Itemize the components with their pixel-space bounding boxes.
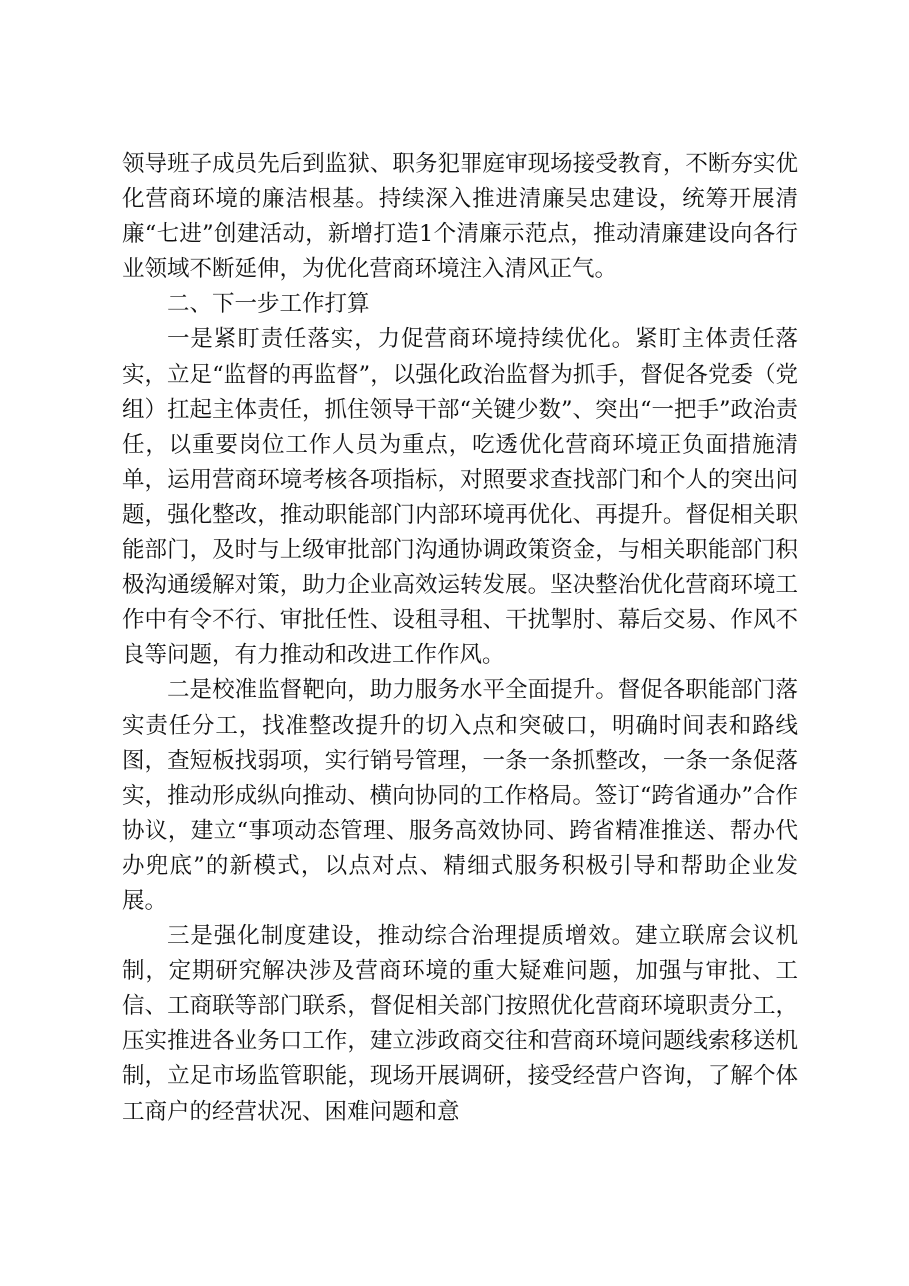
paragraph-supervision: 二是校准监督靶向，助力服务水平全面提升。督促各职能部门落实责任分工，找准整改提升的切入点和突破口，明确时间表和路线图，查短板找弱项，实行销号管理，一条一条抓整改，一条一条促落实，推动形成纵向推动、横向协同的工作格局。签订“跨省通办”合作协议，建立“事项动态管理、服务高效协同、跨省精准推送、帮办代办兜底”的新模式，以点对点、精细式服务积极引导和帮助企业发展。 <box>122 677 798 914</box>
document-body <box>122 147 798 1130</box>
paragraph-system-building: 三是强化制度建设，推动综合治理提质增效。建立联席会议机制，定期研究解决涉及营商环境的重大疑难问题，加强与审批、工信、工商联等部门联系，督促相关部门按照优化营商环境职责分工，压实推进各业务口工作，建立涉政商交往和营商环境问题线索移送机制，立足市场监管职能，现场开展调研，接受经营户咨询，了解个体工商户的经营状况、困难问题和意 <box>122 923 798 1125</box>
paragraph-continuation: 领导班子成员先后到监狱、职务犯罪庭审现场接受教育，不断夯实优化营商环境的廉洁根基。持续深入推进清廉吴忠建设，统筹开展清廉“七进”创建活动，新增打造1个清廉示范点，推动清廉建设向各行业领域不断延伸，为优化营商环境注入清风正气。 <box>122 151 798 283</box>
paragraph-responsibility: 一是紧盯责任落实，力促营商环境持续优化。紧盯主体责任落实，立足“监督的再监督”，以强化政治监督为抓手，督促各党委（党组）扛起主体责任，抓住领导干部“关键少数”、突出“一把手”政治责任，以重要岗位工作人员为重点，吃透优化营商环境正负面措施清单，运用营商环境考核各项指标，对照要求查找部门和个人的突出问题，强化整改，推动职能部门内部环境再优化、再提升。督促相关职能部门，及时与上级审批部门沟通协调政策资金，与相关职能部门积极沟通缓解对策，助力企业高效运转发展。坚决整治优化营商环境工作中有令不行、审批任性、设租寻租、干扰掣肘、幕后交易、作风不良等问题，有力推动和改进工作作风。 <box>122 326 799 669</box>
section-heading: 二、下一步工作打算 <box>167 291 370 318</box>
